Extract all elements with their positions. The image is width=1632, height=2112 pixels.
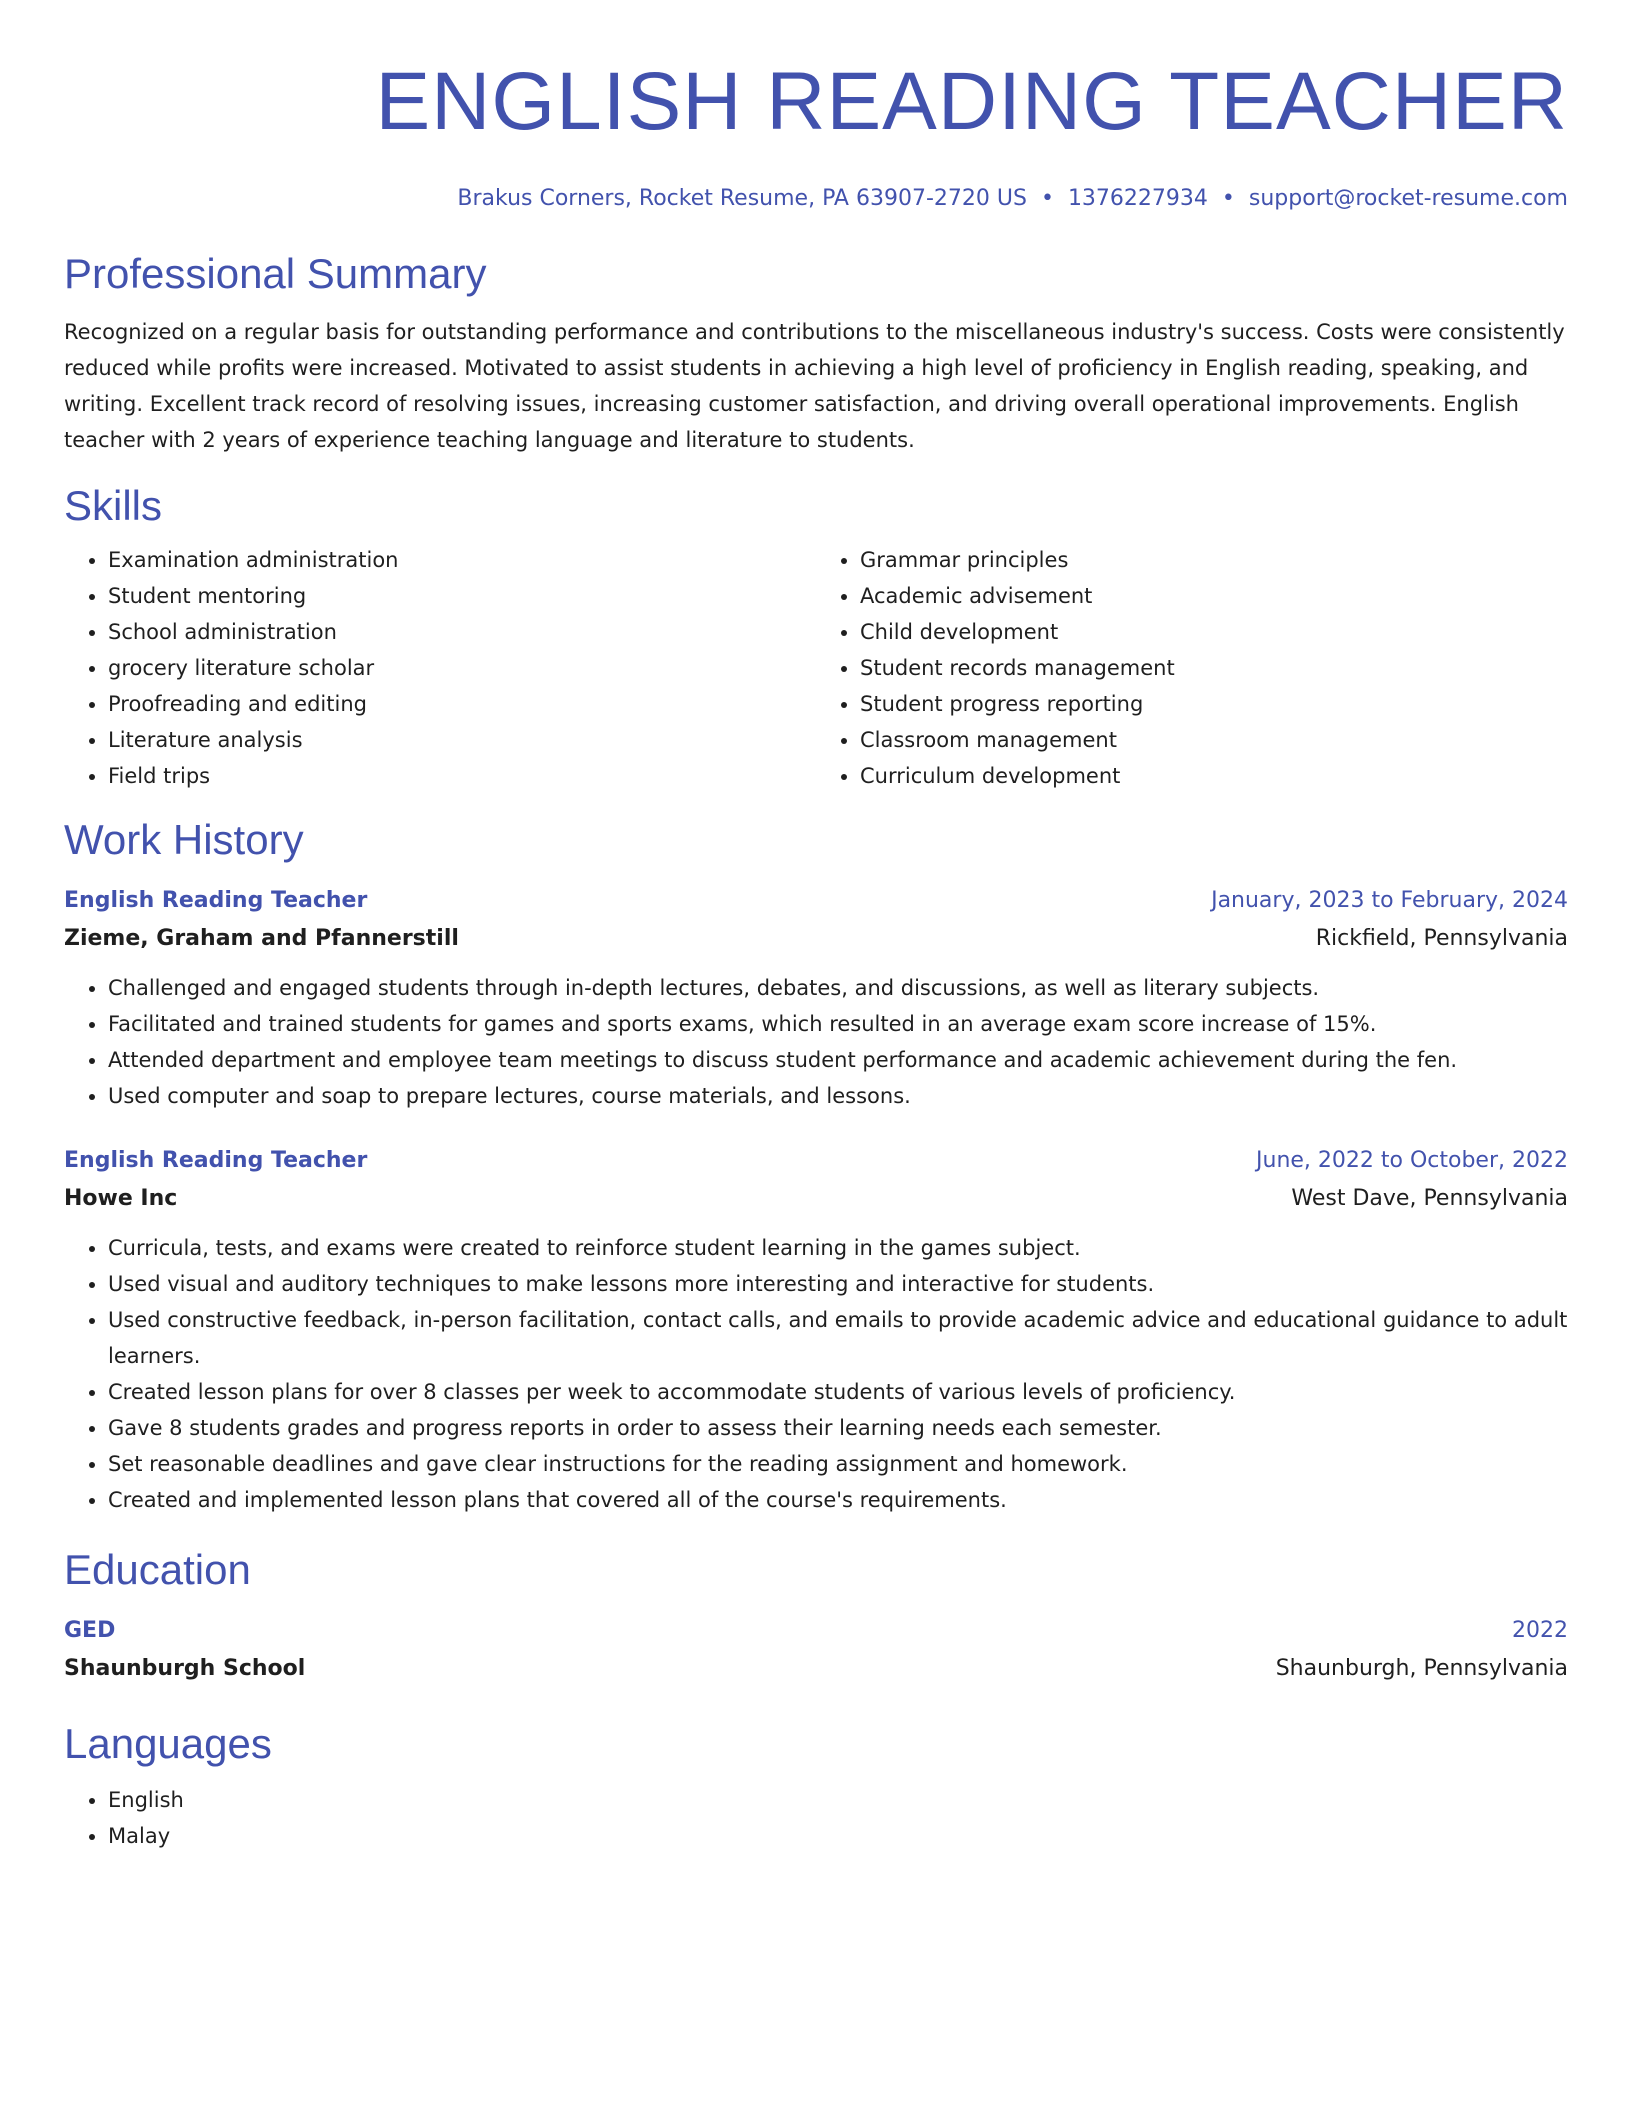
contact-separator: • [1221,186,1235,211]
resume-title: ENGLISH READING TEACHER [375,56,1568,147]
skill-item: • Field trips [108,758,816,794]
job-company-row [64,1180,1568,1218]
contact-address: Brakus Corners, Rocket Resume, PA 63907-2720 US [457,186,1027,211]
job-bullet: • Created and implemented lesson plans that covered all of the course's requirements. [108,1482,1568,1518]
skill-item: • Academic advisement [860,578,1568,614]
skills-heading: Skills [64,482,163,529]
education-degree-row [64,1612,1568,1650]
job-company: Howe Inc [64,1186,178,1211]
contact-line [64,184,1568,214]
resume-header [64,54,1568,214]
skill-item: • School administration [108,614,816,650]
skill-item: • Examination administration [108,542,816,578]
education-school: Shaunburgh School [64,1656,306,1681]
language-item: • Malay [108,1818,1568,1854]
job-bullet: • Facilitated and trained students for games and sports exams, which resulted in an average exam score increase of 15%. [108,1006,1568,1042]
summary-section [64,248,1568,458]
education-heading: Education [64,1546,251,1593]
contact-email[interactable]: support@rocket-resume.com [1248,186,1568,211]
work-history-heading: Work History [64,816,304,863]
languages-list [64,1782,1568,1854]
job-company-row [64,920,1568,958]
summary-text: Recognized on a regular basis for outstanding performance and contributions to the miscellaneous industry's success. Costs were consistently reduced while profits were increased. Motivated to assist students in achieving a high level of proficiency in English reading, speaking, and writing. Excellent track record of resolving issues, increasing customer satisfaction, and driving overall operational improvements. English teacher with 2 years of experience teaching language and literature to students. [64,320,1565,452]
job-bullet: • Used computer and soap to prepare lectures, course materials, and lessons. [108,1078,1568,1114]
job-bullet: • Attended department and employee team meetings to discuss student performance and academic achievement during the fen. [108,1042,1568,1078]
job-entry [64,1142,1568,1518]
job-bullets [64,1230,1568,1518]
education-entry [64,1612,1568,1688]
job-bullet: • Gave 8 students grades and progress reports in order to assess their learning needs each semester. [108,1410,1568,1446]
job-company: Zieme, Graham and Pfannerstill [64,926,459,951]
job-bullet: • Used visual and auditory techniques to make lessons more interesting and interactive for students. [108,1266,1568,1302]
job-bullet: • Curricula, tests, and exams were created to reinforce student learning in the games subject. [108,1230,1568,1266]
skill-item: • Literature analysis [108,722,816,758]
summary-heading: Professional Summary [64,250,487,297]
language-item: • English [108,1782,1568,1818]
skills-list-left [64,542,816,794]
job-title-row [64,1142,1568,1180]
job-title: English Reading Teacher [64,1148,368,1173]
education-degree: GED [64,1618,116,1643]
education-school-row [64,1650,1568,1688]
skills-grid [64,542,1568,794]
job-title: English Reading Teacher [64,888,368,913]
contact-separator: • [1040,186,1054,211]
skill-item: • grocery literature scholar [108,650,816,686]
skill-item: • Proofreading and editing [108,686,816,722]
skill-item: • Classroom management [860,722,1568,758]
skill-item: • Student records management [860,650,1568,686]
skill-item: • Student mentoring [108,578,816,614]
skills-column-left [64,542,816,794]
skills-section [64,480,1568,794]
languages-section [64,1718,1568,1854]
education-year: 2022 [1512,1618,1568,1643]
skill-item: • Curriculum development [860,758,1568,794]
work-history-section [64,814,1568,1518]
job-bullet: • Set reasonable deadlines and gave clear instructions for the reading assignment and homework. [108,1446,1568,1482]
job-bullets [64,970,1568,1114]
job-dates: June, 2022 to October, 2022 [1256,1148,1568,1173]
skills-list-right [816,542,1568,794]
job-bullet: • Challenged and engaged students through in-depth lectures, debates, and discussions, as well as literary subjects. [108,970,1568,1006]
skill-item: • Student progress reporting [860,686,1568,722]
job-bullet: • Used constructive feedback, in-person facilitation, contact calls, and emails to provide academic advice and educational guidance to adult learners. [108,1302,1568,1374]
job-entry [64,882,1568,1114]
job-dates: January, 2023 to February, 2024 [1211,888,1568,913]
job-title-row [64,882,1568,920]
education-section [64,1544,1568,1688]
skills-column-right [816,542,1568,794]
skill-item: • Child development [860,614,1568,650]
job-bullet: • Created lesson plans for over 8 classes per week to accommodate students of various levels of proficiency. [108,1374,1568,1410]
contact-phone: 1376227934 [1067,186,1208,211]
education-location: Shaunburgh, Pennsylvania [1275,1656,1568,1681]
skill-item: • Grammar principles [860,542,1568,578]
languages-heading: Languages [64,1720,272,1767]
job-location: West Dave, Pennsylvania [1291,1186,1568,1211]
job-location: Rickfield, Pennsylvania [1315,926,1568,951]
